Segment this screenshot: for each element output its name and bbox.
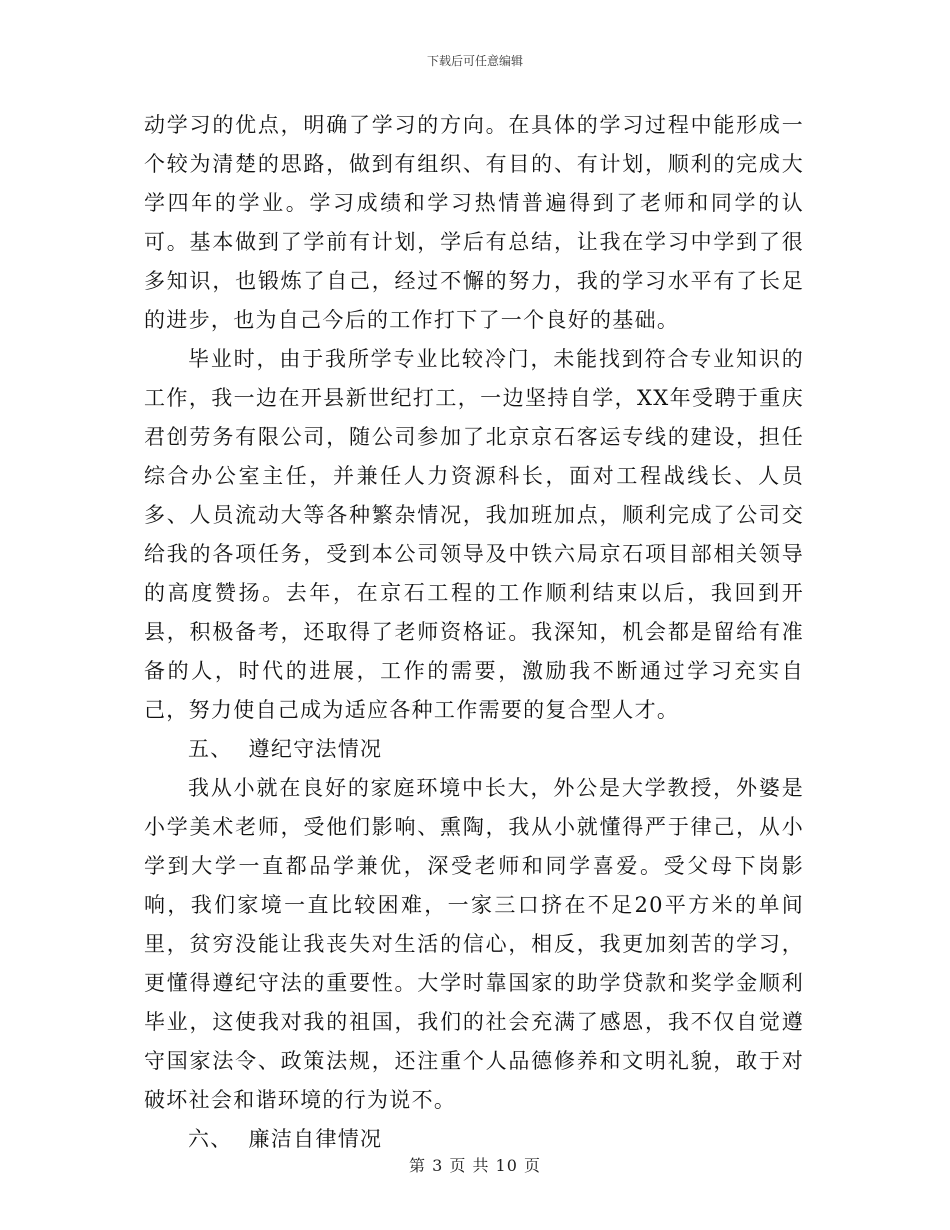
section-title-integrity: 六、 廉洁自律情况 [188, 1127, 383, 1151]
page-header: 下载后可任意编辑 [426, 54, 523, 68]
paragraph-work-experience: 毕业时，由于我所学专业比较冷门，未能找到符合专业知识的工作，我一边在开县新世纪打工，一边坚持自学，XX年受聘于重庆君创劳务有限公司，随公司参加了北京京石客运专线的建设，担任综合办公室主任，并兼任人力资源科长，面对工程战线长、人员多、人员流动大等各种繁杂情况，我加班加点，顺利完成了公司交给我的各项任务，受到本公司领导及中铁六局京石项目部相关领导的高度赞扬。去年，在京石工程的工作顺利结束以后，我回到开县，积极备考，还取得了老师资格证。我深知，机会都是留给有准备的人，时代的进展，工作的需要，激励我不断通过学习充实自己，努力使自己成为适应各种工作需要的复合型人才。 [144, 347, 804, 722]
paragraph-law-abiding: 我从小就在良好的家庭环境中长大，外公是大学教授，外婆是小学美术老师，受他们影响、熏陶，我从小就懂得严于律己，从小学到大学一直都品学兼优，深受老师和同学喜爱。受父母下岗影响，我们家境一直比较困难，一家三口挤在不足20平方米的单间里，贫穷没能让我丧失对生活的信心，相反，我更加刻苦的学习，更懂得遵纪守法的重要性。大学时靠国家的助学贷款和奖学金顺利毕业，这使我对我的祖国，我们的社会充满了感恩，我不仅自觉遵守国家法令、政策法规，还注重个人品德修养和文明礼貌，敢于对破坏社会和谐环境的行为说不。 [144, 776, 804, 1112]
page-number-footer: 第 3 页 共 10 页 [409, 1156, 541, 1175]
document-body [144, 106, 804, 1159]
paragraph-study: 动学习的优点，明确了学习的方向。在具体的学习过程中能形成一个较为清楚的思路，做到有组织、有目的、有计划，顺利的完成大学四年的学业。学习成绩和学习热情普遍得到了老师和同学的认可。基本做到了学前有计划，学后有总结，让我在学习中学到了很多知识，也锻炼了自己，经过不懈的努力，我的学习水平有了长足的进步，也为自己今后的工作打下了一个良好的基础。 [144, 113, 804, 332]
section-title-law-abiding: 五、 遵纪守法情况 [188, 737, 383, 761]
